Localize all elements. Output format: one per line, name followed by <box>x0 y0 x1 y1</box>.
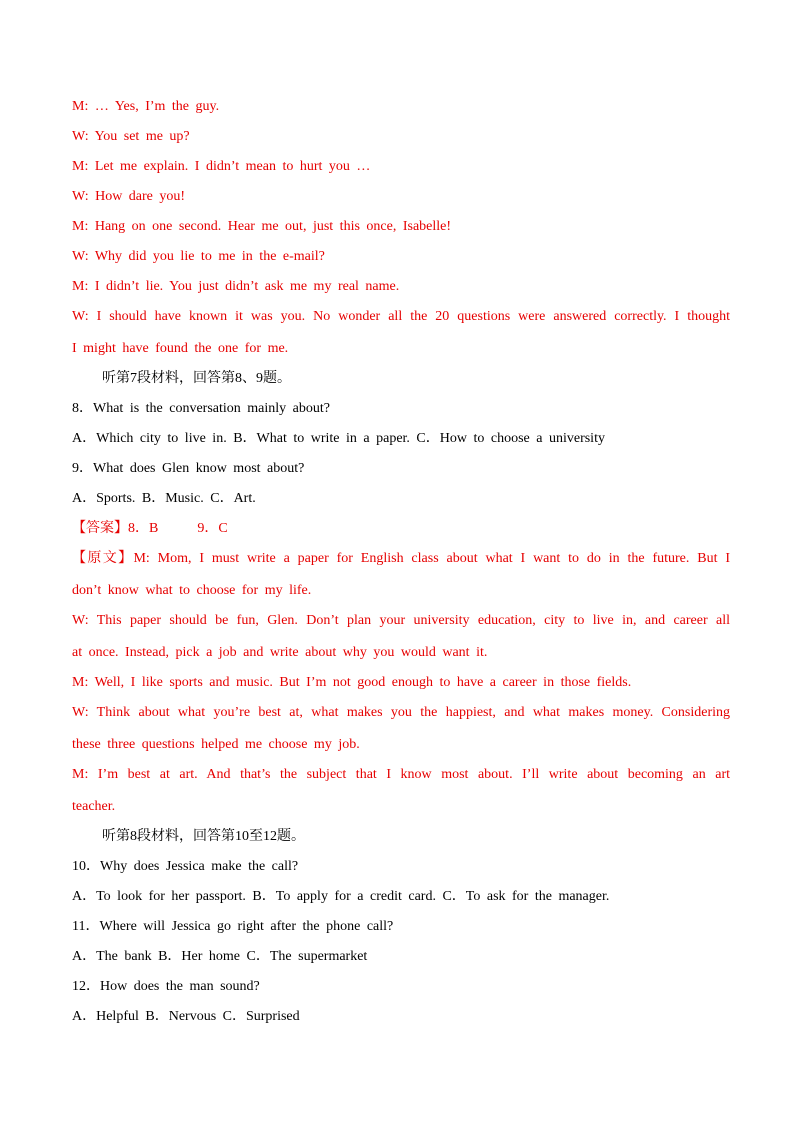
question-12: 12．How does the man sound? <box>72 979 260 994</box>
question-11-options: A．The bank B．Her home C．The supermarket <box>72 949 368 964</box>
answer-tag: 【答案】 <box>72 521 128 536</box>
transcript-line: M: Hang on one second. Hear me out, just this once, Isabelle! <box>72 219 452 234</box>
transcript-line: teacher. <box>72 799 116 814</box>
question-8: 8．What is the conversation mainly about? <box>72 401 330 416</box>
transcript-line: M: I didn’t lie. You just didn’t ask me my real name. <box>72 279 400 294</box>
section-heading: 听第7段材料，回答第8、9题。 <box>102 371 291 386</box>
question-10-options: A．To look for her passport. B．To apply for a credit card. C．To ask for the manager. <box>72 889 610 904</box>
transcript-line: M: Well, I like sports and music. But I’m not good enough to have a career in those fields. <box>72 675 632 690</box>
transcript-line: W: How dare you! <box>72 189 186 204</box>
question-11: 11．Where will Jessica go right after the phone call? <box>72 919 394 934</box>
transcript-line: these three questions helped me choose my job. <box>72 737 360 752</box>
transcript-line: M: Let me explain. I didn’t mean to hurt you … <box>72 159 371 174</box>
transcript-line: W: This paper should be fun, Glen. Don’t plan your university education, city to live in, and career all <box>72 613 730 628</box>
transcript-tag: 【原文】 <box>72 551 134 566</box>
transcript-line: M: I’m best at art. And that’s the subject that I know most about. I’ll write about becoming an art <box>72 767 730 782</box>
question-9-options: A．Sports. B．Music. C．Art. <box>72 491 256 506</box>
transcript-line: I might have found the one for me. <box>72 341 289 356</box>
transcript-line: at once. Instead, pick a job and write about why you would want it. <box>72 645 488 660</box>
answer-text: 8．B 9．C <box>128 521 228 536</box>
transcript-line: 【原文】M: Mom, I must write a paper for English class about what I want to do in the future. But I <box>72 551 730 566</box>
question-8-options: A．Which city to live in. B．What to write in a paper. C．How to choose a university <box>72 431 605 446</box>
section-heading: 听第8段材料，回答第10至12题。 <box>102 829 305 844</box>
question-10: 10．Why does Jessica make the call? <box>72 859 299 874</box>
transcript-line: W: I should have known it was you. No wonder all the 20 questions were answered correctly. I thought <box>72 309 730 324</box>
transcript-line: W: Why did you lie to me in the e-mail? <box>72 249 325 264</box>
question-9: 9．What does Glen know most about? <box>72 461 305 476</box>
question-12-options: A．Helpful B．Nervous C．Surprised <box>72 1009 300 1024</box>
transcript-line: M: … Yes, I’m the guy. <box>72 99 220 114</box>
transcript-line: don’t know what to choose for my life. <box>72 583 312 598</box>
answer-line <box>72 520 730 538</box>
transcript-line: W: Think about what you’re best at, what makes you the happiest, and what makes money. Considering <box>72 705 730 720</box>
transcript-line: W: You set me up? <box>72 129 190 144</box>
